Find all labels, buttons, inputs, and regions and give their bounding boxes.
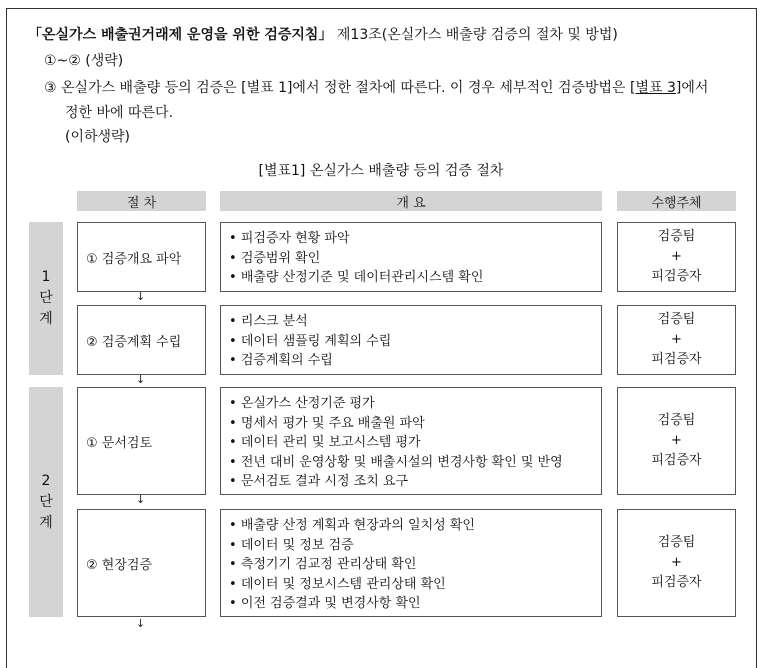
stage-1-char: 계 xyxy=(39,311,53,327)
overview-item: • 문서검토 결과 시정 조치 요구 xyxy=(229,472,601,492)
overview-cell xyxy=(220,305,602,375)
performer-line: 피검증자 xyxy=(651,352,702,367)
performer-line: 검증팀 xyxy=(657,413,696,428)
overview-item: • 리스크 분석 xyxy=(229,312,601,332)
overview-item: • 검증범위 확인 xyxy=(229,249,601,269)
performer-line: 검증팀 xyxy=(657,312,696,327)
overview-item: • 측정기기 검교정 관리상태 확인 xyxy=(229,555,601,575)
guideline-title: 「온실가스 배출권거래제 운영을 위한 검증지침」 xyxy=(28,27,333,43)
clause-3-number: ③ xyxy=(44,80,57,96)
overview-item: • 배출량 산정 계획과 현장과의 일치성 확인 xyxy=(229,516,601,536)
clause-3-line2: 정한 바에 따른다. xyxy=(65,105,174,121)
overview-item: • 전년 대비 운영상황 및 배출시설의 변경사항 확인 및 반영 xyxy=(229,453,601,473)
overview-item: • 명세서 평가 및 주요 배출원 파악 xyxy=(229,414,601,434)
stage-2-char: 계 xyxy=(39,514,53,531)
performer-line: 피검증자 xyxy=(651,269,702,284)
table-title: [별표1] 온실가스 배출량 등의 검증 절차 xyxy=(258,163,504,179)
overview-item: • 데이터 샘플링 계획의 수립 xyxy=(229,332,601,352)
overview-item: • 데이터 및 정보 검증 xyxy=(229,536,601,556)
procedure-cell: ② 검증계획 수립 xyxy=(77,305,206,375)
clause-3-text-end: 에서 xyxy=(681,80,709,96)
stage-1-char: 1 xyxy=(41,269,51,285)
performer-cell xyxy=(617,509,736,617)
stage-2-char: 단 xyxy=(39,493,53,510)
procedure-cell: ② 현장검증 xyxy=(77,509,206,617)
flow-arrow: ↓ xyxy=(136,373,146,386)
stage-1 xyxy=(29,222,63,375)
clause-3-text: 온실가스 배출량 등의 검증은 [별표 1]에서 정한 절차에 따른다. 이 경우 세부적인 검증방법은 xyxy=(61,80,631,96)
performer-line: 피검증자 xyxy=(651,575,702,590)
performer-line: 피검증자 xyxy=(651,453,702,468)
performer-cell xyxy=(617,387,736,495)
stage-2 xyxy=(29,387,63,617)
appendix-3-link[interactable]: [별표 3] xyxy=(630,80,682,96)
overview-cell xyxy=(220,509,602,617)
overview-item: • 데이터 및 정보시스템 관리상태 확인 xyxy=(229,575,601,595)
performer-line: 검증팀 xyxy=(657,229,696,244)
stage-1-char: 단 xyxy=(39,290,53,306)
omitted-note: (이하생략) xyxy=(65,129,131,145)
flow-arrow: ↓ xyxy=(136,290,146,303)
procedure-cell: ① 검증개요 파악 xyxy=(77,222,206,292)
article-title: 제13조(온실가스 배출량 검증의 절차 및 방법) xyxy=(336,27,618,43)
overview-item: • 이전 검증결과 및 변경사항 확인 xyxy=(229,594,601,614)
overview-item: • 피검증자 현황 파악 xyxy=(229,229,601,249)
performer-cell xyxy=(617,222,736,292)
flow-arrow: ↓ xyxy=(136,617,146,630)
performer-line: + xyxy=(671,433,682,448)
col-header-performer: 수행주체 xyxy=(617,191,736,211)
performer-line: + xyxy=(671,249,682,264)
overview-item: • 배출량 산정기준 및 데이터관리시스템 확인 xyxy=(229,268,601,288)
flow-arrow: ↓ xyxy=(136,493,146,506)
performer-line: 검증팀 xyxy=(657,535,696,550)
stage-2-char: 2 xyxy=(41,472,51,489)
procedure-cell: ① 문서검토 xyxy=(77,387,206,495)
article-heading xyxy=(28,24,618,44)
col-header-procedure: 절 차 xyxy=(77,191,206,211)
performer-line: + xyxy=(671,555,682,570)
col-header-overview: 개 요 xyxy=(220,191,602,211)
overview-cell xyxy=(220,387,602,495)
performer-cell xyxy=(617,305,736,375)
overview-item: • 검증계획의 수립 xyxy=(229,351,601,371)
clause-3-line1 xyxy=(44,77,708,97)
performer-line: + xyxy=(671,332,682,347)
overview-item: • 데이터 관리 및 보고시스템 평가 xyxy=(229,433,601,453)
clause-1-2: ①~② (생략) xyxy=(44,53,124,69)
overview-item: • 온실가스 산정기준 평가 xyxy=(229,394,601,414)
overview-cell xyxy=(220,222,602,292)
